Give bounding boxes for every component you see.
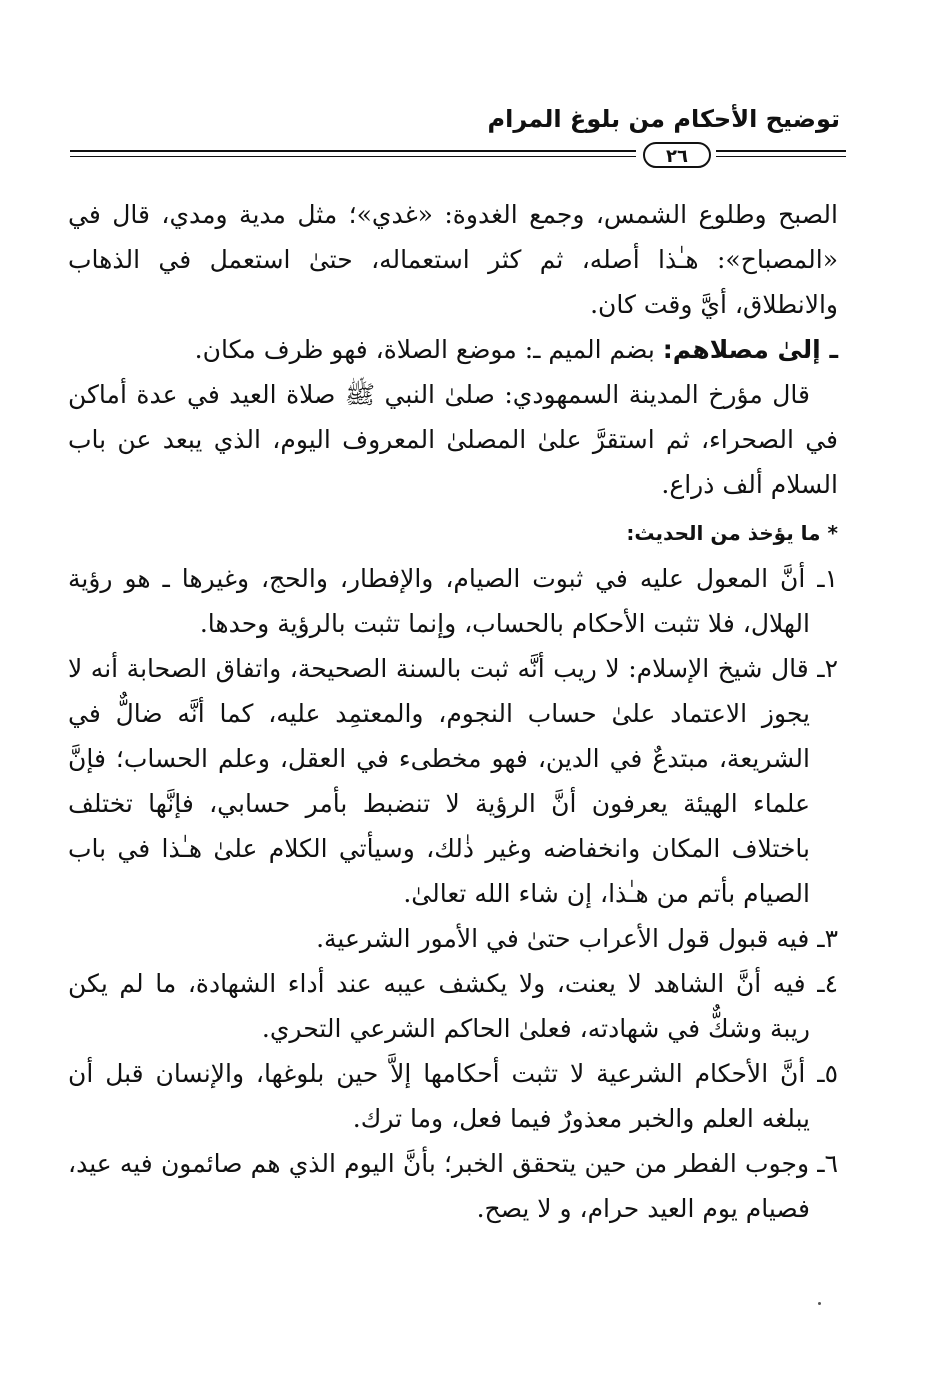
paragraph-line: قال مؤرخ المدينة السمهودي: صلىٰ النبي ﷺ صلاة العيد في عدة أماكن — [68, 380, 810, 409]
header-rule — [70, 142, 846, 166]
list-item-line: علماء الهيئة يعرفون أنَّ الرؤية لا تنضبط بأمر حسابي، فإنَّها تختلف — [68, 789, 810, 818]
running-title: توضيح الأحكام من بلوغ المرام — [487, 105, 840, 133]
list-item-line: الهلال، فلا تثبت الأحكام بالحساب، وإنما تثبت بالرؤية وحدها. — [199, 609, 810, 638]
paragraph-line: والانطلاق، أيَّ وقت كان. — [590, 290, 838, 319]
list-item-line: ريبة وشكٌّ في شهادته، فعلىٰ الحاكم الشرعي التحري. — [261, 1014, 810, 1043]
list-item-line: ٢ـ قال شيخ الإسلام: لا ريب أنَّه ثبت بالسنة الصحيحة، واتفاق الصحابة أنه لا — [68, 654, 838, 683]
scan-speck — [818, 1302, 821, 1305]
header-rule-right — [716, 150, 846, 157]
paragraph-line: السلام ألف ذراع. — [661, 470, 838, 499]
term-definition: بضم الميم ـ: موضع الصلاة، فهو ظرف مكان. — [194, 335, 663, 364]
page-number: ٢٦ — [643, 142, 711, 168]
body-text — [68, 192, 838, 1231]
paragraph-line: في الصحراء، ثم استقرَّ علىٰ المصلىٰ المعروف اليوم، الذي يبعد عن باب — [68, 425, 838, 454]
paragraph-line: «المصباح»: هـٰذا أصله، ثم كثر استعماله، حتىٰ استعمل في الذهاب — [68, 245, 838, 274]
list-item-line: الصيام بأتم من هـٰذا، إن شاء الله تعالىٰ. — [403, 879, 810, 908]
list-item-line: يجوز الاعتماد علىٰ حساب النجوم، والمعتمِد عليه، كما أنَّه ضالٌّ في — [68, 699, 810, 728]
list-item-line: الشريعة، مبتدعٌ في الدين، فهو مخطىء في العقل، وعلم الحساب؛ فإنَّ — [68, 744, 810, 773]
term-label: ـ إلىٰ مصلاهم: — [662, 335, 838, 364]
list-item-line: يبلغه العلم والخبر معذورٌ فيما فعل، وما ترك. — [352, 1104, 810, 1133]
paragraph-line: الصبح وطلوع الشمس، وجمع الغدوة: «غدي»؛ مثل مدية ومدي، قال في — [68, 200, 838, 229]
list-item-line: ٣ـ فيه قبول قول الأعراب حتىٰ في الأمور الشرعية. — [316, 924, 838, 953]
list-item-line: ٤ـ فيه أنَّ الشاهد لا يعنت، ولا يكشف عيبه عند أداء الشهادة، ما لم يكن — [68, 969, 838, 998]
list-item-line: ٥ـ أنَّ الأحكام الشرعية لا تثبت أحكامها إلاَّ حين بلوغها، والإنسان قبل أن — [68, 1059, 838, 1088]
list-item-line: ٦ـ وجوب الفطر من حين يتحقق الخبر؛ بأنَّ اليوم الذي هم صائمون فيه عيد، — [68, 1149, 838, 1178]
term-entry — [68, 327, 838, 372]
header-rule-left — [70, 150, 636, 157]
list-item-line: باختلاف المكان وانخفاضه وغير ذٰلك، وسيأتي الكلام علىٰ هـٰذا في باب — [68, 834, 810, 863]
section-heading: * ما يؤخذ من الحديث: — [626, 521, 838, 545]
list-item-line: ١ـ أنَّ المعول عليه في ثبوت الصيام، والإفطار، والحج، وغيرها ـ هو رؤية — [68, 564, 838, 593]
list-item-line: فصيام يوم العيد حرام، و لا يصح. — [476, 1194, 810, 1223]
